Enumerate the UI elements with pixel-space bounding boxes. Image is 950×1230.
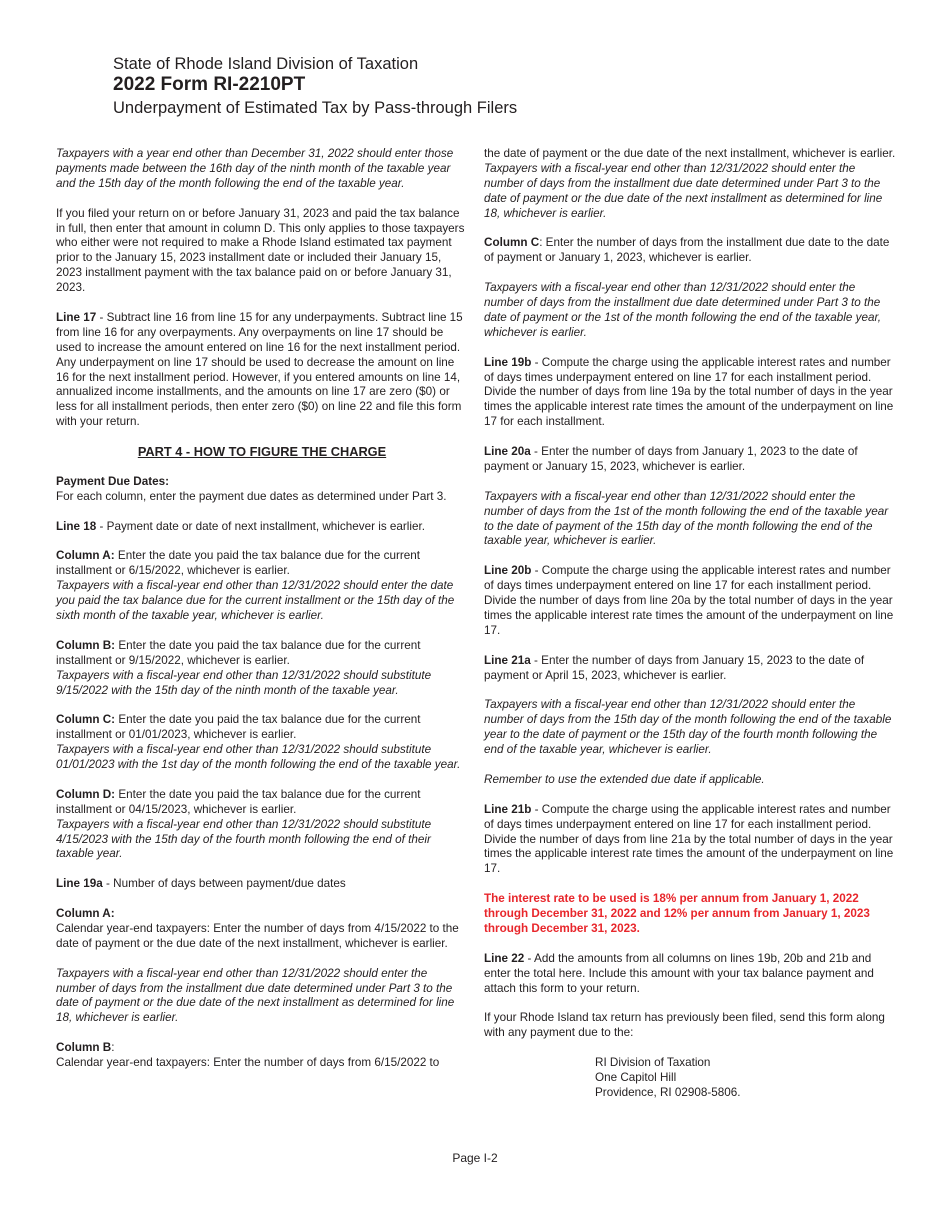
page-number: Page I-2 <box>452 1151 498 1165</box>
line19a-label: Line 19a <box>56 877 103 891</box>
line19b-text: - Compute the charge using the applicable interest rates and number of days times underpayment entered on line 17 for each installment period. Divide the number of days from line 19a by the total number of days in the year times the applicable interest rate times the amount of the underpayment on line 17 for each installment. <box>484 355 894 429</box>
line19a-column-a-fiscal: Taxpayers with a fiscal-year end other than 12/31/2022 should enter the number of days from the installment due date determined under Part 3 to the date of payment or the due date of the next installment as determined for line 18, whichever is earlier. <box>56 966 455 1025</box>
line19a-column-a-text: Calendar year-end taxpayers: Enter the number of days from 4/15/2022 to the date of payment or the due date of the next installment, whichever is earlier. <box>56 921 459 950</box>
line19a-column-b-label: Column B <box>56 1041 112 1055</box>
line18-column-c-fiscal: Taxpayers with a fiscal-year end other than 12/31/2022 should substitute 01/01/2023 with the 1st day of the month following the end of the taxable year. <box>56 743 461 772</box>
line19a-column-a <box>56 907 468 952</box>
column-c-label: Column C <box>484 236 540 250</box>
line19a-column-a-label: Column A: <box>56 907 115 921</box>
line18-column-a-text: Enter the date you paid the tax balance due for the current installment or 6/15/2022, whichever is earlier. <box>56 549 421 578</box>
line18-text: - Payment date or date of next installment, whichever is earlier. <box>96 519 425 533</box>
address-line: RI Division of Taxation <box>595 1056 711 1070</box>
line18-column-c <box>56 713 468 773</box>
line17-text: - Subtract line 16 from line 15 for any underpayments. Subtract line 15 from line 16 for any overpayments. Any overpayments on line 17 should be used to increase the amount entered on line 16 for the next installment period. Any underpayment on line 17 should be used to decrease the amount on line 16 for the next installment period. However, if you entered amounts on line 14, annualized income installments, and the amounts on line 17 are zero ($0) or less for all installment periods, then enter zero ($0) on line 22 and file this form with your return. <box>56 310 463 429</box>
line18-column-d-fiscal: Taxpayers with a fiscal-year end other than 12/31/2022 should substitute 4/15/2023 with the 15th day of the fourth month following the end of their taxable year. <box>56 817 432 861</box>
line20a-text: - Enter the number of days from January 1, 2023 to the date of payment or January 15, 2023, whichever is earlier. <box>484 445 858 473</box>
line19a-column-b <box>56 1041 468 1071</box>
line18-column-c-text: Enter the date you paid the tax balance due for the current installment or 01/01/2023, whichever is earlier. <box>56 713 421 742</box>
line21a-fiscal: Taxpayers with a fiscal-year end other than 12/31/2022 should enter the number of days from the 15th day of the month following the end of the taxable year to the date of payment or the 15th day of the fourth month following the end of the taxable year, whichever is earlier. <box>484 698 892 757</box>
line17-paragraph <box>56 311 468 430</box>
column-c-text: : Enter the number of days from the installment due date to the date of payment or January 1, 2023, whichever is earlier. <box>484 236 890 265</box>
form-subtitle: Underpayment of Estimated Tax by Pass-through Filers <box>113 99 518 117</box>
line19a-text: - Number of days between payment/due dates <box>102 877 346 891</box>
line21b-paragraph <box>484 803 896 878</box>
line18-column-d <box>56 788 468 863</box>
line17-label: Line 17 <box>56 310 97 324</box>
line20b-label: Line 20b <box>484 564 532 578</box>
line19a-column-b-colon: : <box>111 1041 115 1055</box>
due-dates-text: For each column, enter the payment due dates as determined under Part 3. <box>56 489 447 503</box>
line19a-paragraph <box>56 877 468 892</box>
line18-column-b-text: Enter the date you paid the tax balance due for the current installment or 9/15/2022, whichever is earlier. <box>56 638 421 667</box>
line18-paragraph <box>56 520 468 535</box>
intro-jan31-paragraph: If you filed your return on or before January 31, 2023 and paid the tax balance in full, then enter that amount in column D. This only applies to those taxpayers who either were not required to make a Rhode Island estimated tax payment prior to the January 15, 2023 installment date or included their January 15, 2023 installment payment with the tax balance paid on or before January 31, 2023. <box>56 206 465 295</box>
line22-paragraph <box>484 952 896 997</box>
left-column <box>56 147 468 1071</box>
line18-column-d-label: Column D: <box>56 787 116 801</box>
form-header <box>113 54 517 120</box>
form-title: 2022 Form RI-2210PT <box>113 74 306 95</box>
line20a-paragraph <box>484 445 896 475</box>
line20b-text: - Compute the charge using the applicable interest rates and number of days times underpayment entered on line 17 for each installment period. Divide the number of days from line 20a by the total number of days in the year times the applicable interest rate times the amount of the underpayment on line 17. <box>484 564 894 637</box>
line18-column-d-text: Enter the date you paid the tax balance due for the current installment or 04/15/2023, whichever is earlier. <box>56 787 421 816</box>
line22-text: - Add the amounts from all columns on lines 19b, 20b and 21b and enter the total here. Include this amount with your tax balance payment and attach this form to your return. <box>484 951 874 995</box>
address-line: One Capitol Hill <box>595 1070 677 1084</box>
line18-column-b <box>56 639 468 699</box>
agency-name: State of Rhode Island Division of Taxation <box>113 55 419 73</box>
line18-column-a-label: Column A: <box>56 549 115 563</box>
due-dates-label: Payment Due Dates: <box>56 474 170 488</box>
line21b-text: - Compute the charge using the applicable interest rates and number of days times underpayment entered on line 17 for each installment period. Divide the number of days from line 21a by the total number of days in the year times the applicable interest rate times the amount of the underpayment on line 17. <box>484 802 894 876</box>
line22-label: Line 22 <box>484 951 525 965</box>
line18-column-b-label: Column B: <box>56 638 116 652</box>
due-dates-paragraph <box>56 475 468 505</box>
line20b-paragraph <box>484 564 896 639</box>
line21a-label: Line 21a <box>484 653 531 667</box>
line18-label: Line 18 <box>56 519 97 533</box>
line18-column-c-label: Column C: <box>56 713 116 727</box>
send-instructions: If your Rhode Island tax return has previously been filed, send this form along with any payment due to the: <box>484 1011 885 1040</box>
line21a-text: - Enter the number of days from January 15, 2023 to the date of payment or April 15, 2023, whichever is earlier. <box>484 653 865 682</box>
extended-due-date-note: Remember to use the extended due date if applicable. <box>484 772 765 786</box>
line20a-fiscal: Taxpayers with a fiscal-year end other than 12/31/2022 should enter the number of days from the 1st of the month following the end of the taxable year to the date of payment of the 15th day of the month following the end of the taxable year, whichever is earlier. <box>484 489 889 548</box>
column-c-paragraph <box>484 236 896 266</box>
line18-column-a <box>56 549 468 624</box>
line19a-column-b-text: Calendar year-end taxpayers: Enter the number of days from 6/15/2022 to <box>56 1056 440 1070</box>
line18-column-a-fiscal: Taxpayers with a fiscal-year end other than 12/31/2022 should enter the date you paid the tax balance due for the current installment or the 15th day of the sixth month of the taxable year, whichever is earlier. <box>56 579 455 622</box>
right-column <box>484 147 896 1101</box>
intro-fiscal-paragraph: Taxpayers with a year end other than December 31, 2022 should enter those payments made between the 16th day of the ninth month of the taxable year and the 15th day of the month following the end of the taxable year. <box>56 147 454 190</box>
column-b-continued: the date of payment or the due date of the next installment, whichever is earlier. <box>484 147 896 160</box>
line19b-label: Line 19b <box>484 355 532 369</box>
line21a-paragraph <box>484 654 896 684</box>
address-line: Providence, RI 02908-5806. <box>595 1085 741 1099</box>
line20a-label: Line 20a <box>484 445 531 459</box>
column-b-fiscal: Taxpayers with a fiscal-year end other than 12/31/2022 should enter the number of days from the installment due date determined under Part 3 to the date of payment or the due date of the next installment as determined for line 18, whichever is earlier. <box>484 161 883 220</box>
line19b-paragraph <box>484 356 896 431</box>
line18-column-b-fiscal: Taxpayers with a fiscal-year end other than 12/31/2022 should substitute 9/15/2022 with the 15th day of the ninth month of the taxable year. <box>56 668 432 697</box>
column-c-fiscal: Taxpayers with a fiscal-year end other than 12/31/2022 should enter the number of days from the installment due date determined under Part 3 to the date of payment or the 1st of the month following the end of the taxable year, whichever is earlier. <box>484 281 881 339</box>
interest-rate-note: The interest rate to be used is 18% per annum from January 1, 2022 through December 31, 2022 and 12% per annum from January 1, 2023 through December 31, 2023. <box>484 892 870 935</box>
part4-heading: PART 4 - HOW TO FIGURE THE CHARGE <box>137 444 387 460</box>
mailing-address <box>595 1056 896 1101</box>
line21b-label: Line 21b <box>484 802 532 816</box>
